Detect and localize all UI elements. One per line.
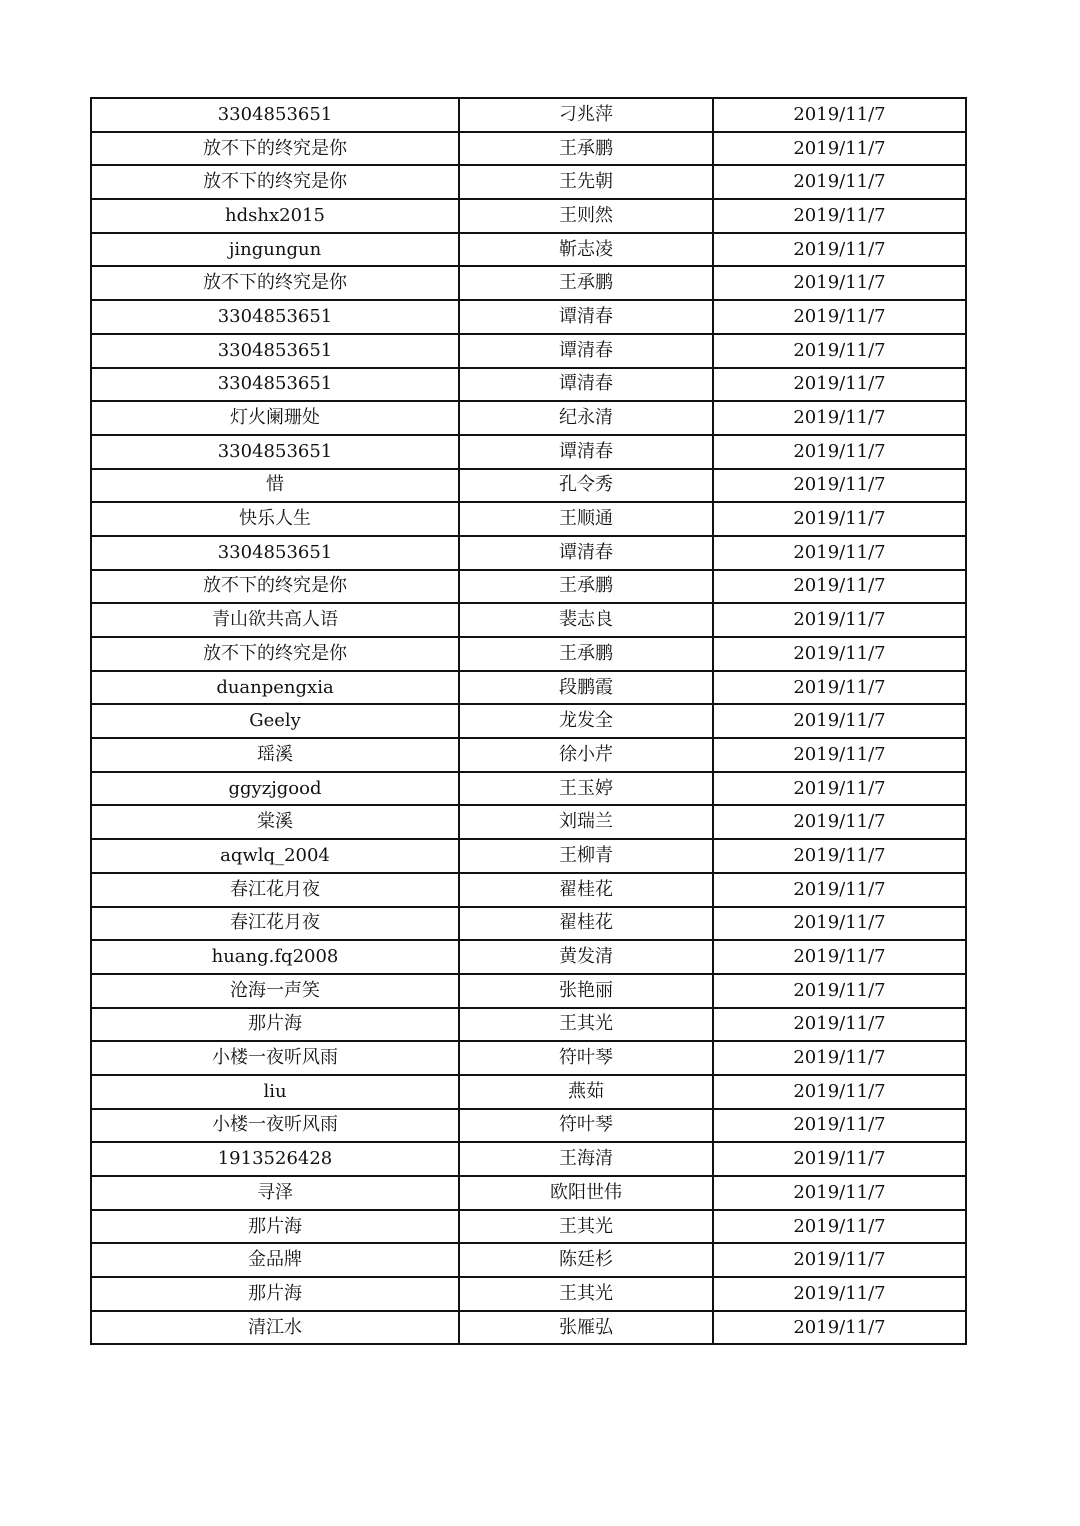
- table-row: [91, 704, 966, 738]
- date-cell: 2019/11/7: [713, 98, 966, 132]
- records-table-body: [91, 98, 966, 1344]
- table-row: [91, 435, 966, 469]
- username-cell: duanpengxia: [91, 671, 459, 705]
- username-cell: 青山欲共高人语: [91, 603, 459, 637]
- username-cell: liu: [91, 1075, 459, 1109]
- table-row: [91, 738, 966, 772]
- username-cell: 春江花月夜: [91, 873, 459, 907]
- username-cell: 清江水: [91, 1311, 459, 1345]
- name-cell: 王柳青: [459, 839, 713, 873]
- name-cell: 龙发全: [459, 704, 713, 738]
- date-cell: 2019/11/7: [713, 300, 966, 334]
- table-row: [91, 1243, 966, 1277]
- table-row: [91, 805, 966, 839]
- name-cell: 王承鹏: [459, 132, 713, 166]
- table-row: [91, 368, 966, 402]
- table-row: [91, 469, 966, 503]
- username-cell: 放不下的终究是你: [91, 165, 459, 199]
- date-cell: 2019/11/7: [713, 1142, 966, 1176]
- name-cell: 黄发清: [459, 940, 713, 974]
- table-row: [91, 974, 966, 1008]
- date-cell: 2019/11/7: [713, 233, 966, 267]
- name-cell: 王承鹏: [459, 266, 713, 300]
- name-cell: 王顺通: [459, 502, 713, 536]
- date-cell: 2019/11/7: [713, 772, 966, 806]
- table-row: [91, 907, 966, 941]
- name-cell: 王先朝: [459, 165, 713, 199]
- table-row: [91, 1277, 966, 1311]
- table-row: [91, 132, 966, 166]
- table-row: [91, 1311, 966, 1345]
- table-row: [91, 266, 966, 300]
- name-cell: 谭清春: [459, 536, 713, 570]
- username-cell: 3304853651: [91, 334, 459, 368]
- table-row: [91, 1075, 966, 1109]
- name-cell: 张雁弘: [459, 1311, 713, 1345]
- date-cell: 2019/11/7: [713, 502, 966, 536]
- username-cell: 棠溪: [91, 805, 459, 839]
- username-cell: 瑶溪: [91, 738, 459, 772]
- username-cell: huang.fq2008: [91, 940, 459, 974]
- table-row: [91, 1008, 966, 1042]
- date-cell: 2019/11/7: [713, 570, 966, 604]
- table-row: [91, 300, 966, 334]
- name-cell: 王则然: [459, 199, 713, 233]
- date-cell: 2019/11/7: [713, 1008, 966, 1042]
- date-cell: 2019/11/7: [713, 334, 966, 368]
- date-cell: 2019/11/7: [713, 401, 966, 435]
- username-cell: 放不下的终究是你: [91, 266, 459, 300]
- name-cell: 翟桂花: [459, 907, 713, 941]
- name-cell: 谭清春: [459, 300, 713, 334]
- date-cell: 2019/11/7: [713, 738, 966, 772]
- table-row: [91, 1176, 966, 1210]
- table-row: [91, 839, 966, 873]
- table-row: [91, 401, 966, 435]
- username-cell: 放不下的终究是你: [91, 570, 459, 604]
- date-cell: 2019/11/7: [713, 603, 966, 637]
- username-cell: 3304853651: [91, 536, 459, 570]
- table-row: [91, 873, 966, 907]
- username-cell: aqwlq_2004: [91, 839, 459, 873]
- date-cell: 2019/11/7: [713, 1075, 966, 1109]
- username-cell: 惜: [91, 469, 459, 503]
- date-cell: 2019/11/7: [713, 940, 966, 974]
- date-cell: 2019/11/7: [713, 1210, 966, 1244]
- date-cell: 2019/11/7: [713, 1243, 966, 1277]
- name-cell: 刁兆萍: [459, 98, 713, 132]
- table-row: [91, 1210, 966, 1244]
- name-cell: 燕茹: [459, 1075, 713, 1109]
- name-cell: 谭清春: [459, 368, 713, 402]
- table-row: [91, 637, 966, 671]
- name-cell: 陈廷杉: [459, 1243, 713, 1277]
- table-row: [91, 536, 966, 570]
- username-cell: 那片海: [91, 1277, 459, 1311]
- name-cell: 王承鹏: [459, 570, 713, 604]
- username-cell: 寻泽: [91, 1176, 459, 1210]
- date-cell: 2019/11/7: [713, 132, 966, 166]
- username-cell: Geely: [91, 704, 459, 738]
- date-cell: 2019/11/7: [713, 435, 966, 469]
- username-cell: 金品牌: [91, 1243, 459, 1277]
- table-row: [91, 98, 966, 132]
- table-row: [91, 1142, 966, 1176]
- name-cell: 王海清: [459, 1142, 713, 1176]
- name-cell: 王其光: [459, 1008, 713, 1042]
- name-cell: 王承鹏: [459, 637, 713, 671]
- name-cell: 王玉婷: [459, 772, 713, 806]
- table-row: [91, 671, 966, 705]
- username-cell: 沧海一声笑: [91, 974, 459, 1008]
- name-cell: 靳志凌: [459, 233, 713, 267]
- username-cell: 快乐人生: [91, 502, 459, 536]
- table-row: [91, 233, 966, 267]
- date-cell: 2019/11/7: [713, 536, 966, 570]
- name-cell: 王其光: [459, 1277, 713, 1311]
- table-row: [91, 603, 966, 637]
- name-cell: 谭清春: [459, 435, 713, 469]
- username-cell: hdshx2015: [91, 199, 459, 233]
- date-cell: 2019/11/7: [713, 1109, 966, 1143]
- username-cell: 那片海: [91, 1008, 459, 1042]
- username-cell: 3304853651: [91, 368, 459, 402]
- table-row: [91, 199, 966, 233]
- name-cell: 裴志良: [459, 603, 713, 637]
- records-table: [90, 97, 967, 1345]
- username-cell: 3304853651: [91, 435, 459, 469]
- date-cell: 2019/11/7: [713, 1041, 966, 1075]
- date-cell: 2019/11/7: [713, 637, 966, 671]
- table-row: [91, 772, 966, 806]
- username-cell: 那片海: [91, 1210, 459, 1244]
- date-cell: 2019/11/7: [713, 1311, 966, 1345]
- table-row: [91, 1109, 966, 1143]
- date-cell: 2019/11/7: [713, 1176, 966, 1210]
- username-cell: 3304853651: [91, 300, 459, 334]
- table-row: [91, 1041, 966, 1075]
- name-cell: 符叶琴: [459, 1109, 713, 1143]
- table-row: [91, 940, 966, 974]
- name-cell: 段鹏霞: [459, 671, 713, 705]
- username-cell: 春江花月夜: [91, 907, 459, 941]
- name-cell: 符叶琴: [459, 1041, 713, 1075]
- date-cell: 2019/11/7: [713, 199, 966, 233]
- name-cell: 谭清春: [459, 334, 713, 368]
- username-cell: 小楼一夜听风雨: [91, 1109, 459, 1143]
- date-cell: 2019/11/7: [713, 704, 966, 738]
- table-row: [91, 502, 966, 536]
- name-cell: 王其光: [459, 1210, 713, 1244]
- date-cell: 2019/11/7: [713, 671, 966, 705]
- username-cell: 灯火阑珊处: [91, 401, 459, 435]
- table-row: [91, 165, 966, 199]
- username-cell: 小楼一夜听风雨: [91, 1041, 459, 1075]
- date-cell: 2019/11/7: [713, 368, 966, 402]
- date-cell: 2019/11/7: [713, 805, 966, 839]
- date-cell: 2019/11/7: [713, 839, 966, 873]
- date-cell: 2019/11/7: [713, 469, 966, 503]
- date-cell: 2019/11/7: [713, 1277, 966, 1311]
- name-cell: 孔令秀: [459, 469, 713, 503]
- username-cell: 放不下的终究是你: [91, 637, 459, 671]
- username-cell: jingungun: [91, 233, 459, 267]
- username-cell: 3304853651: [91, 98, 459, 132]
- table-row: [91, 334, 966, 368]
- username-cell: 1913526428: [91, 1142, 459, 1176]
- date-cell: 2019/11/7: [713, 974, 966, 1008]
- name-cell: 欧阳世伟: [459, 1176, 713, 1210]
- date-cell: 2019/11/7: [713, 907, 966, 941]
- name-cell: 张艳丽: [459, 974, 713, 1008]
- date-cell: 2019/11/7: [713, 873, 966, 907]
- username-cell: 放不下的终究是你: [91, 132, 459, 166]
- name-cell: 徐小芹: [459, 738, 713, 772]
- date-cell: 2019/11/7: [713, 266, 966, 300]
- date-cell: 2019/11/7: [713, 165, 966, 199]
- name-cell: 刘瑞兰: [459, 805, 713, 839]
- name-cell: 翟桂花: [459, 873, 713, 907]
- name-cell: 纪永清: [459, 401, 713, 435]
- username-cell: ggyzjgood: [91, 772, 459, 806]
- table-row: [91, 570, 966, 604]
